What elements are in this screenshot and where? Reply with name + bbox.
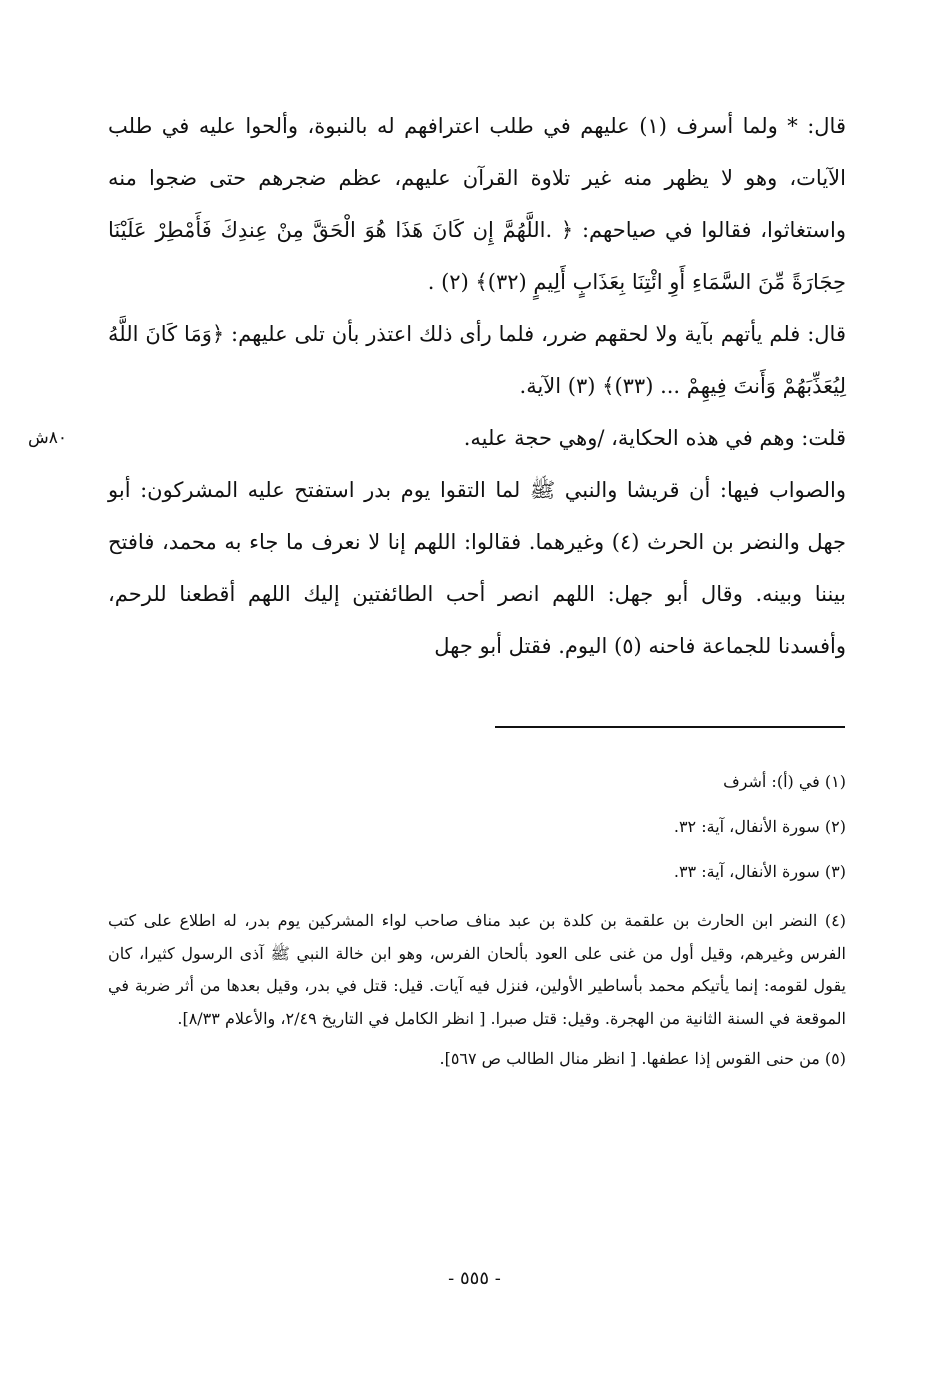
paragraph-1: قال: * ولما أسرف (١) عليهم في طلب اعترافهم له بالنبوة، وألحوا عليه في طلب الآيات، وهو لا يظهر منه غير تلاوة القرآن عليهم، عظم ضجرهم حتى ضجوا منه واستغاثوا، فقالوا في صياحهم: ﴿ .اللَّهُمَّ إِن كَانَ هَذَا هُوَ الْحَقَّ مِنْ عِندِكَ فَأَمْطِرْ عَلَيْنَا حِجَارَةً مِّنَ السَّمَاءِ أَوِ ائْتِنَا بِعَذَابٍ أَلِيمٍ (٣٢)﴾ (٢) . bbox=[108, 114, 846, 294]
footnote-1: (١) في (أ): أشرف bbox=[723, 772, 846, 791]
main-text bbox=[108, 100, 846, 672]
margin-folio-note: ٨٠ش bbox=[28, 428, 68, 448]
footnote-4: (٤) النضر ابن الحارث بن علقمة بن كلدة بن عبد مناف صاحب لواء المشركين يوم بدر، له اطلاع على كتب الفرس وغيرهم، وقيل أول من غنى على العود بألحان الفرس، وهو ابن خالة النبي ﷺ آذى الرسول كثيرا، كان يقول لقومه: إنما يأتيكم محمد بأساطير الأولين، فنزل فيه آيات. قيل: قتل في بدر، وقيل بعدها من أثر ضربة في الموقعة في السنة الثانية من الهجرة. وقيل: قتل صبرا. [ انظر الكامل في التاريخ ٢/٤٩، والأعلام ٨/٣٣]. bbox=[108, 911, 846, 1028]
footnotes bbox=[108, 770, 846, 1092]
footnote-2: (٢) سورة الأنفال، آية: ٣٢. bbox=[673, 817, 846, 836]
page-number: - ٥٥٥ - bbox=[448, 1268, 501, 1289]
paragraph-4: والصواب فيها: أن قريشا والنبي ﷺ لما التقوا يوم بدر استفتح عليه المشركون: أبو جهل والنضر بن الحرث (٤) وغيرهما. فقالوا: اللهم إنا لا نعرف ما جاء به محمد، فافتح بيننا وبينه. وقال أبو جهل: اللهم انصر أحب الطائفتين إليك اللهم أقطعنا للرحم، وأفسدنا للجماعة فاحنه (٥) اليوم. فقتل أبو جهل bbox=[108, 478, 846, 658]
paragraph-2: قال: فلم يأتهم بآية ولا لحقهم ضرر، فلما رأى ذلك اعتذر بأن تلى عليهم: ﴿وَمَا كَانَ اللَّهُ لِيُعَذِّبَهُمْ وَأَنتَ فِيهِمْ ... (٣٣)﴾ (٣) الآية. bbox=[108, 322, 846, 398]
footnote-separator bbox=[495, 726, 845, 728]
footnote-5: (٥) من حنى القوس إذا عطفها. [ انظر منال الطالب ص ٥٦٧]. bbox=[439, 1049, 846, 1068]
footnote-3: (٣) سورة الأنفال، آية: ٣٣. bbox=[673, 862, 846, 881]
paragraph-3: قلت: وهم في هذه الحكاية، /وهي حجة عليه. bbox=[463, 426, 846, 450]
